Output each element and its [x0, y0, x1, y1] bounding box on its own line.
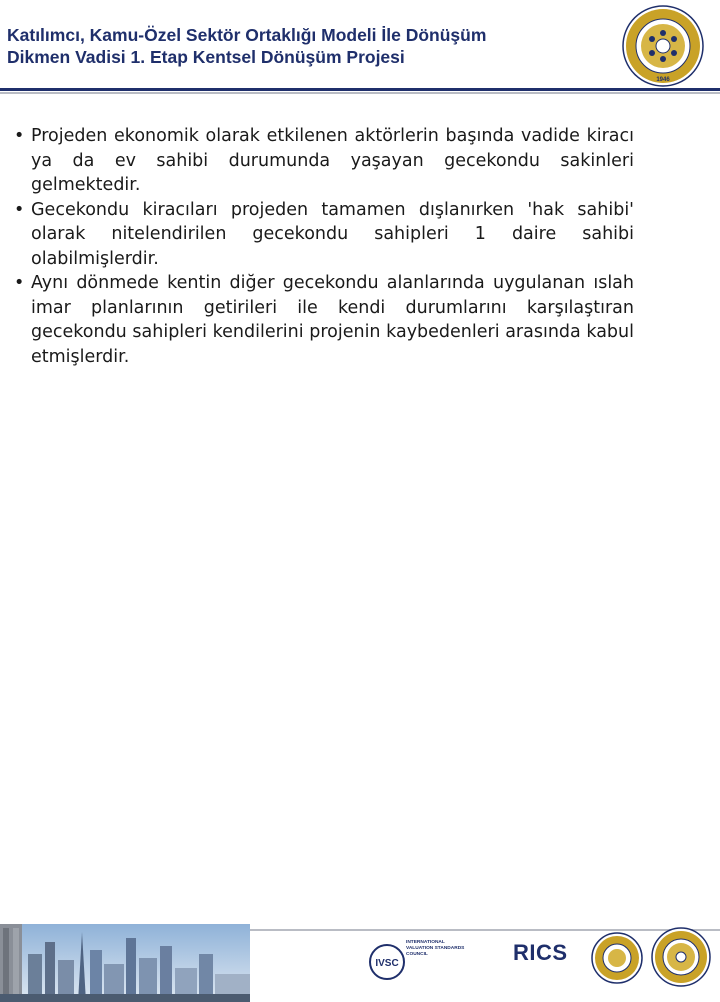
rics-logo: RICS: [513, 940, 568, 965]
slide-footer: [0, 462, 720, 969]
bullet-dot: •: [14, 126, 25, 146]
title-line-2: Dikmen Vadisi 1. Etap Kentsel Dönüşüm Projesi: [7, 47, 405, 67]
bullet-text: Aynı dönmede kentin diğer gecekondu alanlarında uygulanan ıslah imar planlarının getirileri ile kendi durumlarını karşılaştıran gecekondu sahipleri kendilerini projenin kaybedenleri arasında kabul etmişlerdir.: [31, 273, 634, 367]
bullet-item: [14, 198, 634, 272]
ivsc-caption: INTERNATIONAL VALUATION STANDARDS COUNCIL: [406, 940, 465, 957]
header-rule: [0, 88, 720, 91]
ankara-university-logo-small: [650, 924, 712, 990]
title-line-1: Katılımcı, Kamu-Özel Sektör Ortaklığı Modeli İle Dönüşüm: [7, 25, 487, 45]
slide-header: [0, 0, 720, 92]
bullet-item: [14, 124, 634, 198]
ivsc-emblem: [368, 940, 406, 984]
bullet-dot: •: [14, 273, 25, 293]
bullet-list: [14, 124, 634, 369]
header-rule-shadow: [0, 92, 720, 94]
bullet-text: Projeden ekonomik olarak etkilenen aktörlerin başında vadide kiracı ya da ev sahibi durumunda yaşayan gecekondu sakinleri gelmektedir.: [31, 126, 634, 195]
ankara-university-logo: [622, 5, 704, 87]
bullet-text: Gecekondu kiracıları projeden tamamen dışlanırken 'hak sahibi' olarak nitelendirilen gecekondu sahipleri 1 daire sahibi olabilmişlerdir.: [31, 199, 634, 269]
city-skyline-photo: [0, 924, 250, 1002]
logo-year: 1946: [656, 77, 670, 83]
bullet-item: [14, 271, 634, 369]
ivsc-label: IVSC: [375, 958, 399, 969]
bullet-dot: •: [14, 199, 25, 220]
seal-logo-gold: [590, 929, 645, 987]
slide-title: [7, 24, 617, 68]
